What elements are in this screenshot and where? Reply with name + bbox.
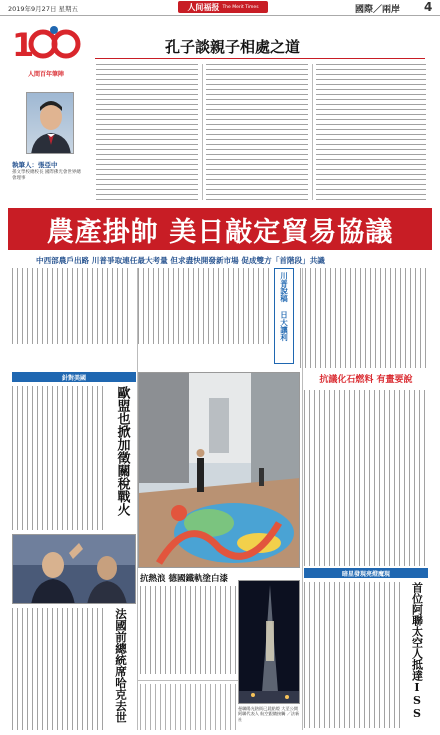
masthead-en: The Merit Times [222, 4, 259, 10]
author-photo [26, 92, 74, 154]
masthead-logo [178, 1, 268, 13]
column-body-2 [206, 64, 308, 200]
column-body-3 [316, 64, 426, 200]
lead-subhead: 中西部農戶出路 川普爭取連任最大考量 但求盡快開發新市場 促成雙方「首階段」共識 [36, 256, 325, 265]
column-body-1 [96, 64, 198, 200]
column-title: 孔子談親子相處之道 [165, 38, 301, 56]
masthead-title: 人间福报 [187, 1, 220, 12]
climate-photo [138, 372, 300, 568]
space-title-box: 首位阿聯太空人抵達ISS [410, 582, 424, 720]
space-photo [238, 580, 300, 704]
page-number: 4 [424, 0, 433, 14]
climate-strip: 針對美國 [12, 372, 136, 382]
space-banner: 暗星發現亮燈魔現 [304, 568, 428, 578]
lead-body-left [12, 268, 130, 344]
space-body [304, 582, 400, 728]
lower-middle-body [140, 684, 236, 730]
section-label: 國際／兩岸 [355, 5, 401, 15]
author-bio: 孫文學校總校長 國際佛光會世界總會理事 [12, 170, 81, 181]
svg-text:1: 1 [12, 26, 35, 64]
climate-banner: 抗議化石燃料 有畫要說 [319, 374, 413, 385]
column-rule [95, 58, 425, 59]
author-label: 執筆人：張亞中 [12, 161, 58, 169]
lead-headline-text: 農產掛帥 美日敲定貿易協議 [46, 216, 394, 248]
paint-title: 抗熱浪 德國鐵軌塗白漆 [140, 574, 228, 584]
lead-body-middle [138, 268, 270, 344]
issue-date: 2019年9月27日 星期五 [8, 5, 79, 13]
eu-body [12, 386, 104, 530]
chirac-title-box: 法國前總統席哈克去世 [114, 608, 128, 723]
badge-caption: 人間百年筆陣 [27, 71, 64, 78]
header-bar [0, 0, 440, 16]
lead-body-right [300, 268, 428, 368]
space-caption: 曼聯陽光熱街已晨點燈 大至公開阿聯代表人 航空跟隨接觸 ／法新社 [238, 706, 300, 722]
lead-vertical-tag: 川普說稿 日大讓利 [274, 268, 294, 364]
eu-title-box: 歐盟也掀加徵關稅戰火 [114, 386, 130, 516]
chirac-body [12, 608, 104, 730]
centenary-badge [8, 22, 84, 80]
chirac-photo [12, 534, 136, 604]
person-portrait-icon [27, 93, 74, 154]
lead-headline [8, 208, 432, 250]
street-painting-photo-icon [139, 373, 300, 568]
tower-night-photo-icon [239, 581, 300, 704]
press-photo-icon [13, 535, 136, 604]
centenary-logo-icon [8, 22, 84, 64]
right-column-body [304, 390, 428, 566]
